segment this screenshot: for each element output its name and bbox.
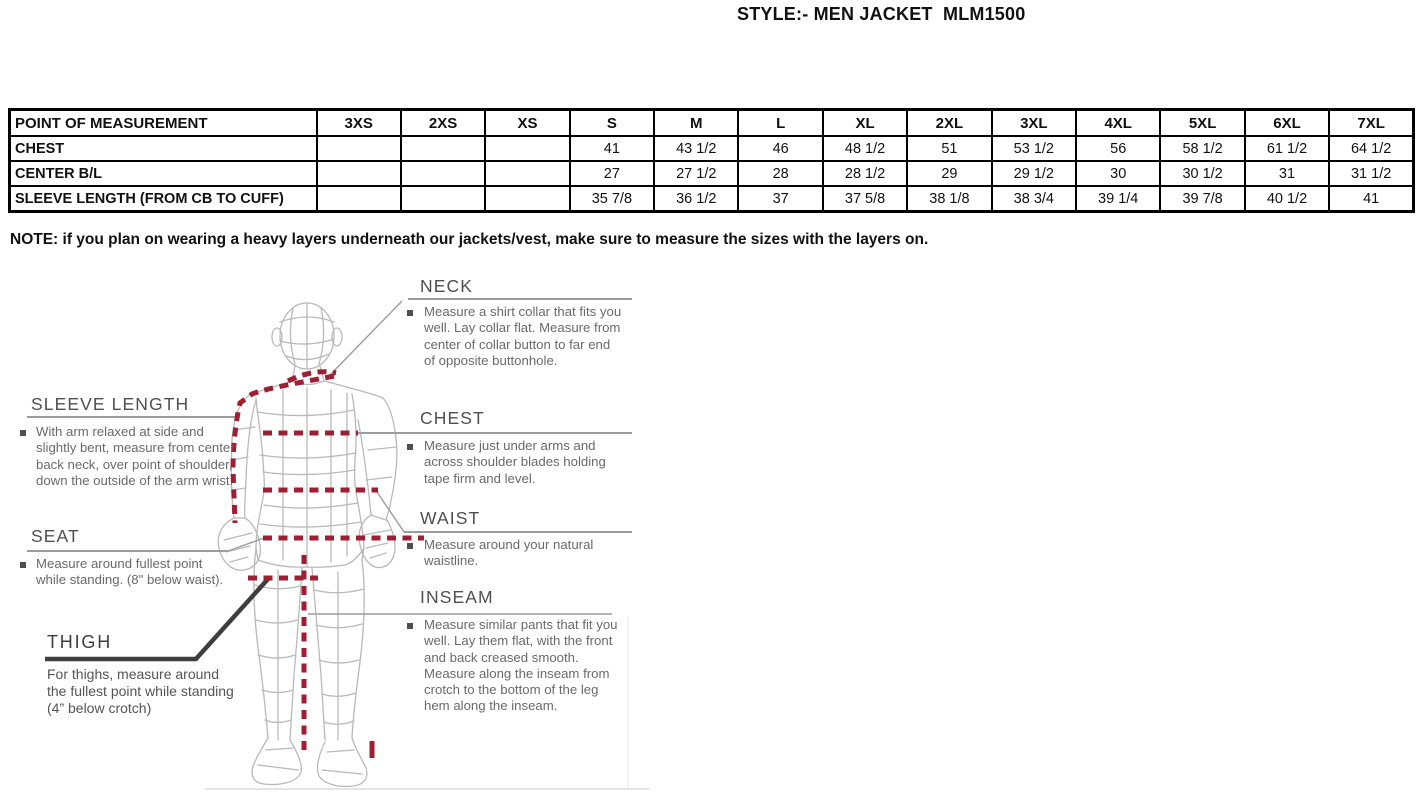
neck-measure-line: [288, 372, 336, 381]
inseam-description: Measure similar pants that fit you well. Lay them flat, with the front and back creased smooth. Measure along the inseam from crotch to the bottom of the leg hem along the inseam.: [424, 617, 618, 714]
measurement-value-cell: 36 1/2: [654, 186, 738, 212]
col-header-size: 2XL: [907, 110, 991, 137]
measurement-value-cell: 31: [1245, 161, 1329, 186]
waist-heading: WAIST: [420, 508, 481, 528]
col-header-size: 3XS: [317, 110, 401, 137]
col-header-size: 4XL: [1076, 110, 1160, 137]
measurement-value-cell: 64 1/2: [1329, 136, 1413, 161]
measurement-value-cell: 38 1/8: [907, 186, 991, 212]
measurement-value-cell: 28: [738, 161, 822, 186]
col-header-size: M: [654, 110, 738, 137]
measurement-value-cell: 40 1/2: [1245, 186, 1329, 212]
measurement-value-cell: 61 1/2: [1245, 136, 1329, 161]
chest-bullet: [407, 444, 413, 450]
table-row: [10, 136, 1414, 161]
sleeve-measure-line: [233, 376, 334, 523]
row-label: CENTER B/L: [10, 161, 317, 186]
chest-description: Measure just under arms and across shoulder blades holding tape firm and level.: [424, 438, 606, 486]
size-table: [8, 108, 1415, 213]
size-table-header: [10, 110, 1414, 137]
col-header-size: 5XL: [1160, 110, 1244, 137]
inseam-heading: INSEAM: [420, 587, 494, 607]
note-text: NOTE: if you plan on wearing a heavy layers underneath our jackets/vest, make sure to measure the sizes with the layers on.: [10, 231, 929, 248]
inseam-bullet: [407, 623, 413, 629]
measurement-value-cell: 28 1/2: [823, 161, 907, 186]
measurement-value-cell: 53 1/2: [992, 136, 1076, 161]
col-header-size: 6XL: [1245, 110, 1329, 137]
measurement-lines: [233, 372, 424, 758]
row-label: SLEEVE LENGTH (FROM CB TO CUFF): [10, 186, 317, 212]
col-header-size: S: [570, 110, 654, 137]
measurement-value-cell: [401, 186, 485, 212]
chest-heading: CHEST: [420, 408, 485, 428]
measurement-value-cell: [401, 161, 485, 186]
figure-wireframe: [218, 303, 397, 786]
measurement-value-cell: 48 1/2: [823, 136, 907, 161]
neck-description: Measure a shirt collar that fits you well. Lay collar flat. Measure from center of collar button to far end of opposite buttonhole.: [424, 304, 622, 368]
thigh-heading: THIGH: [47, 632, 112, 652]
thigh-description: For thighs, measure around the fullest point while standing (4” below crotch): [47, 666, 234, 717]
measurement-value-cell: [401, 136, 485, 161]
measurement-value-cell: 30 1/2: [1160, 161, 1244, 186]
measurement-value-cell: [317, 161, 401, 186]
measurement-value-cell: [485, 161, 569, 186]
measurement-value-cell: 38 3/4: [992, 186, 1076, 212]
measurement-value-cell: 46: [738, 136, 822, 161]
neck-heading: NECK: [420, 276, 474, 296]
seat-heading: SEAT: [31, 526, 80, 546]
col-header-point-of-measurement: POINT OF MEASUREMENT: [10, 110, 317, 137]
measurement-value-cell: 39 7/8: [1160, 186, 1244, 212]
sleeve-length-bullet: [20, 430, 26, 436]
size-table-body: [10, 136, 1414, 212]
measurement-value-cell: 37 5/8: [823, 186, 907, 212]
col-header-size: L: [738, 110, 822, 137]
measurement-value-cell: 51: [907, 136, 991, 161]
measurement-value-cell: 29 1/2: [992, 161, 1076, 186]
measurement-value-cell: 39 1/4: [1076, 186, 1160, 212]
table-row: [10, 186, 1414, 212]
measurement-value-cell: [485, 136, 569, 161]
sleeve-length-description: With arm relaxed at side and slightly bent, measure from center back neck, over point of shoulder, down the outside of the arm wrist.: [36, 424, 235, 488]
measurement-value-cell: 35 7/8: [570, 186, 654, 212]
measurement-value-cell: 37: [738, 186, 822, 212]
measurement-value-cell: [317, 186, 401, 212]
sleeve-length-heading: SLEEVE LENGTH: [31, 394, 190, 414]
col-header-size: 3XL: [992, 110, 1076, 137]
measurement-value-cell: 27: [570, 161, 654, 186]
size-table-container: [8, 108, 1415, 213]
seat-bullet: [20, 562, 26, 568]
measurement-value-cell: 27 1/2: [654, 161, 738, 186]
measurement-value-cell: [485, 186, 569, 212]
waist-bullet: [407, 543, 413, 549]
row-label: CHEST: [10, 136, 317, 161]
page-title: STYLE:- MEN JACKET MLM1500: [737, 4, 1026, 24]
measurement-value-cell: [317, 136, 401, 161]
col-header-size: 2XS: [401, 110, 485, 137]
measurement-value-cell: 29: [907, 161, 991, 186]
seat-description: Measure around fullest point while standing. (8" below waist).: [36, 556, 224, 588]
table-row: [10, 161, 1414, 186]
col-header-size: XS: [485, 110, 569, 137]
col-header-size: XL: [823, 110, 907, 137]
measurement-value-cell: 43 1/2: [654, 136, 738, 161]
measurement-value-cell: 58 1/2: [1160, 136, 1244, 161]
col-header-size: 7XL: [1329, 110, 1413, 137]
measurement-value-cell: 30: [1076, 161, 1160, 186]
measurement-value-cell: 41: [1329, 186, 1413, 212]
header-row: [10, 110, 1414, 137]
waist-description: Measure around your natural waistline.: [424, 537, 594, 569]
measurement-value-cell: 41: [570, 136, 654, 161]
neck-bullet: [407, 310, 413, 316]
measurement-value-cell: 56: [1076, 136, 1160, 161]
measurement-value-cell: 31 1/2: [1329, 161, 1413, 186]
